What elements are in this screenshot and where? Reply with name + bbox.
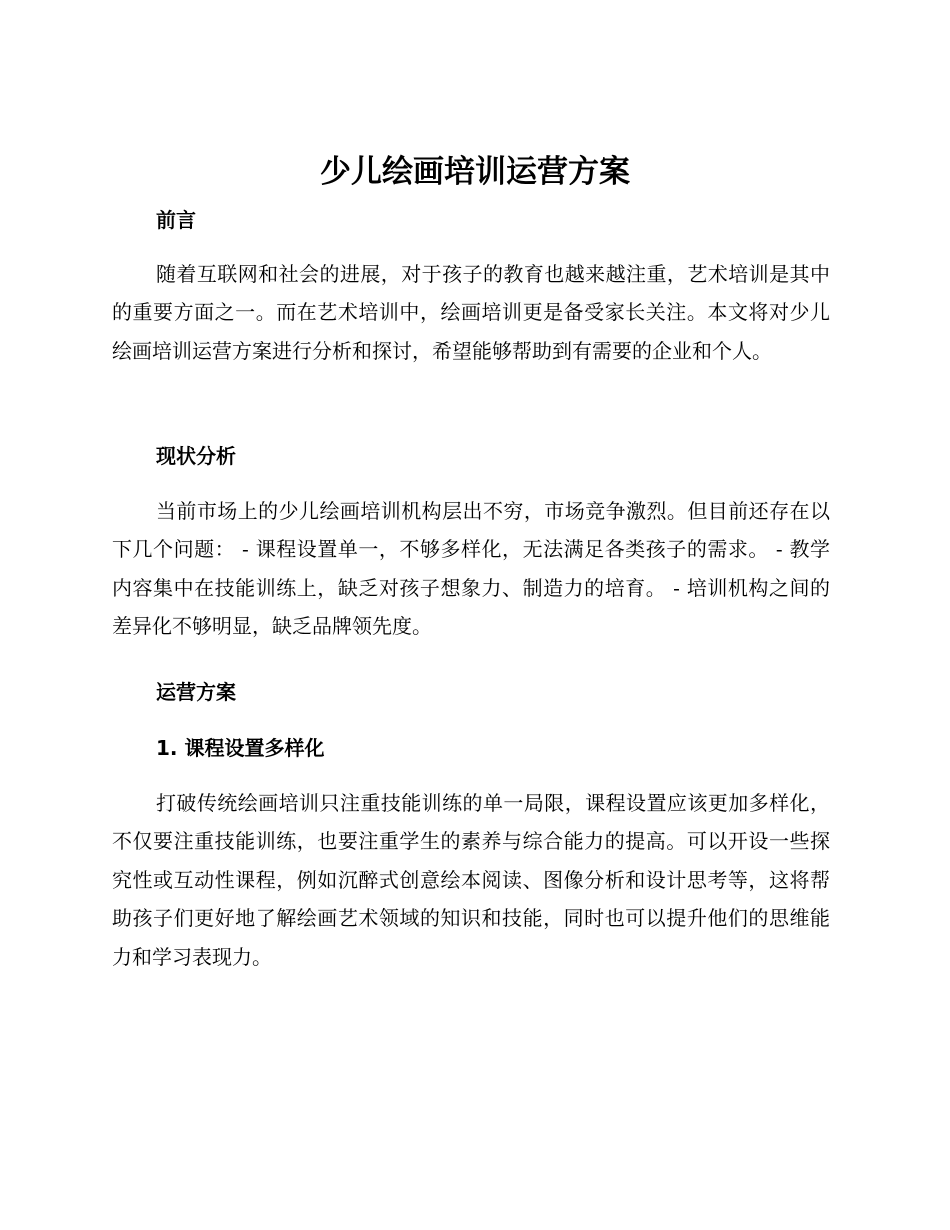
section-paragraph-preface: 随着互联网和社会的进展，对于孩子的教育也越来越注重，艺术培训是其中的重要方面之一。而在艺术培训中，绘画培训更是备受家长关注。本文将对少儿绘画培训运营方案进行分析和探讨，希望能够帮助到有需要的企业和个人。 (112, 262, 830, 363)
section-paragraph-course-diversity: 打破传统绘画培训只注重技能训练的单一局限，课程设置应该更加多样化，不仅要注重技能训练，也要注重学生的素养与综合能力的提高。可以开设一些探究性或互动性课程，例如沉醉式创意绘本阅读、图像分析和设计思考等，这将帮助孩子们更好地了解绘画艺术领域的知识和技能，同时也可以提升他们的思维能力和学习表现力。 (112, 791, 830, 969)
document-title: 少儿绘画培训运营方案 (320, 154, 630, 190)
section-heading-operation-plan: 运营方案 (156, 680, 236, 704)
section-paragraph-status-analysis: 当前市场上的少儿绘画培训机构层出不穷，市场竞争激烈。但目前还存在以下几个问题： - 课程设置单一，不够多样化，无法满足各类孩子的需求。 - 教学内容集中在技能训练上，缺乏对孩子想象力、制造力的培育。 - 培训机构之间的差异化不够明显，缺乏品牌领先度。 (112, 499, 830, 639)
section-heading-status-analysis: 现状分析 (156, 444, 236, 468)
section-heading-preface: 前言 (156, 208, 196, 232)
section-heading-course-diversity: 1. 课程设置多样化 (156, 736, 325, 760)
